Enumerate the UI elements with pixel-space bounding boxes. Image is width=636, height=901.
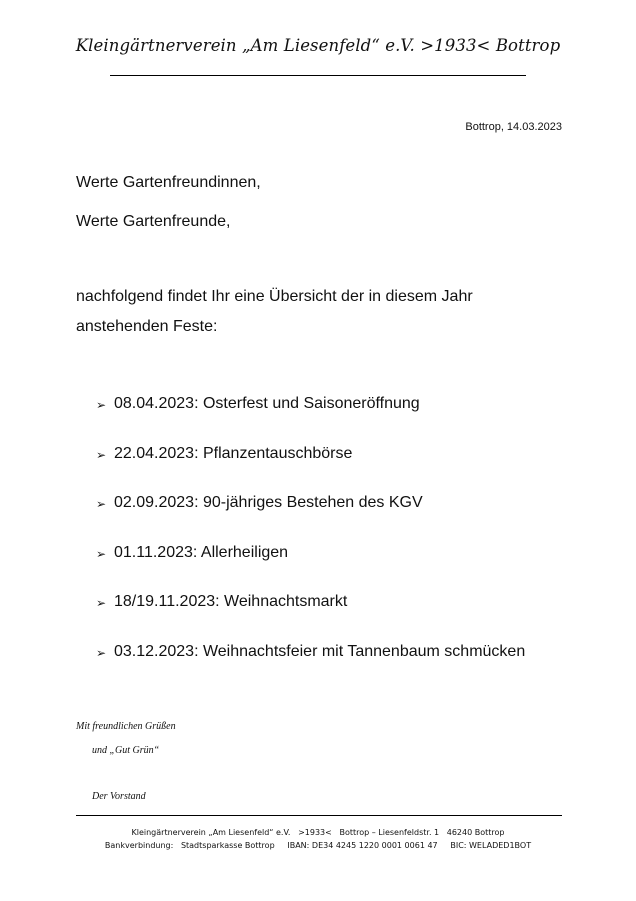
arrowhead-bullet-icon: ➢: [96, 447, 107, 462]
letterhead-title: Kleingärtnerverein „Am Liesenfeld“ e.V. >1933< Bottrop: [75, 36, 561, 55]
signature: Der Vorstand: [92, 791, 146, 802]
event-item: [96, 544, 616, 594]
arrowhead-bullet-icon: ➢: [96, 596, 107, 610]
greeting-line-1: Werte Gartenfreundinnen,: [76, 174, 261, 191]
event-item: [96, 395, 616, 445]
event-text: 08.04.2023: Osterfest und Saisoneröffnung: [114, 395, 420, 412]
footer-address: Kleingärtnerverein „Am Liesenfeld“ e.V. >1933< Bottrop – Liesenfeldstr. 1 46240 Bottrop: [131, 828, 505, 837]
letter-date: Bottrop, 14.03.2023: [465, 121, 562, 133]
intro-line-2: anstehenden Feste:: [76, 318, 218, 335]
greeting-line-2: Werte Gartenfreunde,: [76, 213, 231, 230]
footer-divider: [76, 815, 562, 816]
arrowhead-bullet-icon: ➢: [96, 497, 107, 511]
arrowhead-bullet-icon: ➢: [96, 645, 107, 660]
event-text: 02.09.2023: 90-jähriges Bestehen des KGV: [114, 494, 423, 511]
event-text: 03.12.2023: Weihnachtsfeier mit Tannenbaum schmücken: [114, 642, 526, 660]
arrowhead-bullet-icon: ➢: [96, 546, 107, 561]
event-item: [96, 494, 616, 544]
letterhead-divider: [110, 75, 526, 76]
event-text: 01.11.2023: Allerheiligen: [114, 543, 289, 561]
event-item: [96, 643, 616, 693]
event-item: [96, 445, 616, 495]
event-item: [96, 593, 616, 643]
arrowhead-bullet-icon: ➢: [96, 398, 107, 412]
event-text: 18/19.11.2023: Weihnachtsmarkt: [114, 593, 348, 610]
closing-greeting: Mit freundlichen Grüßen: [76, 721, 176, 732]
event-text: 22.04.2023: Pflanzentauschbörse: [114, 444, 353, 462]
footer-bank-details: Bankverbindung: Stadtsparkasse Bottrop IBAN: DE34 4245 1220 0001 0061 47 BIC: WELADED1BOT: [104, 841, 532, 850]
event-list: [96, 395, 616, 692]
closing-motto: und „Gut Grün“: [92, 745, 160, 756]
intro-line-1: nachfolgend findet Ihr eine Übersicht der in diesem Jahr: [76, 288, 473, 305]
